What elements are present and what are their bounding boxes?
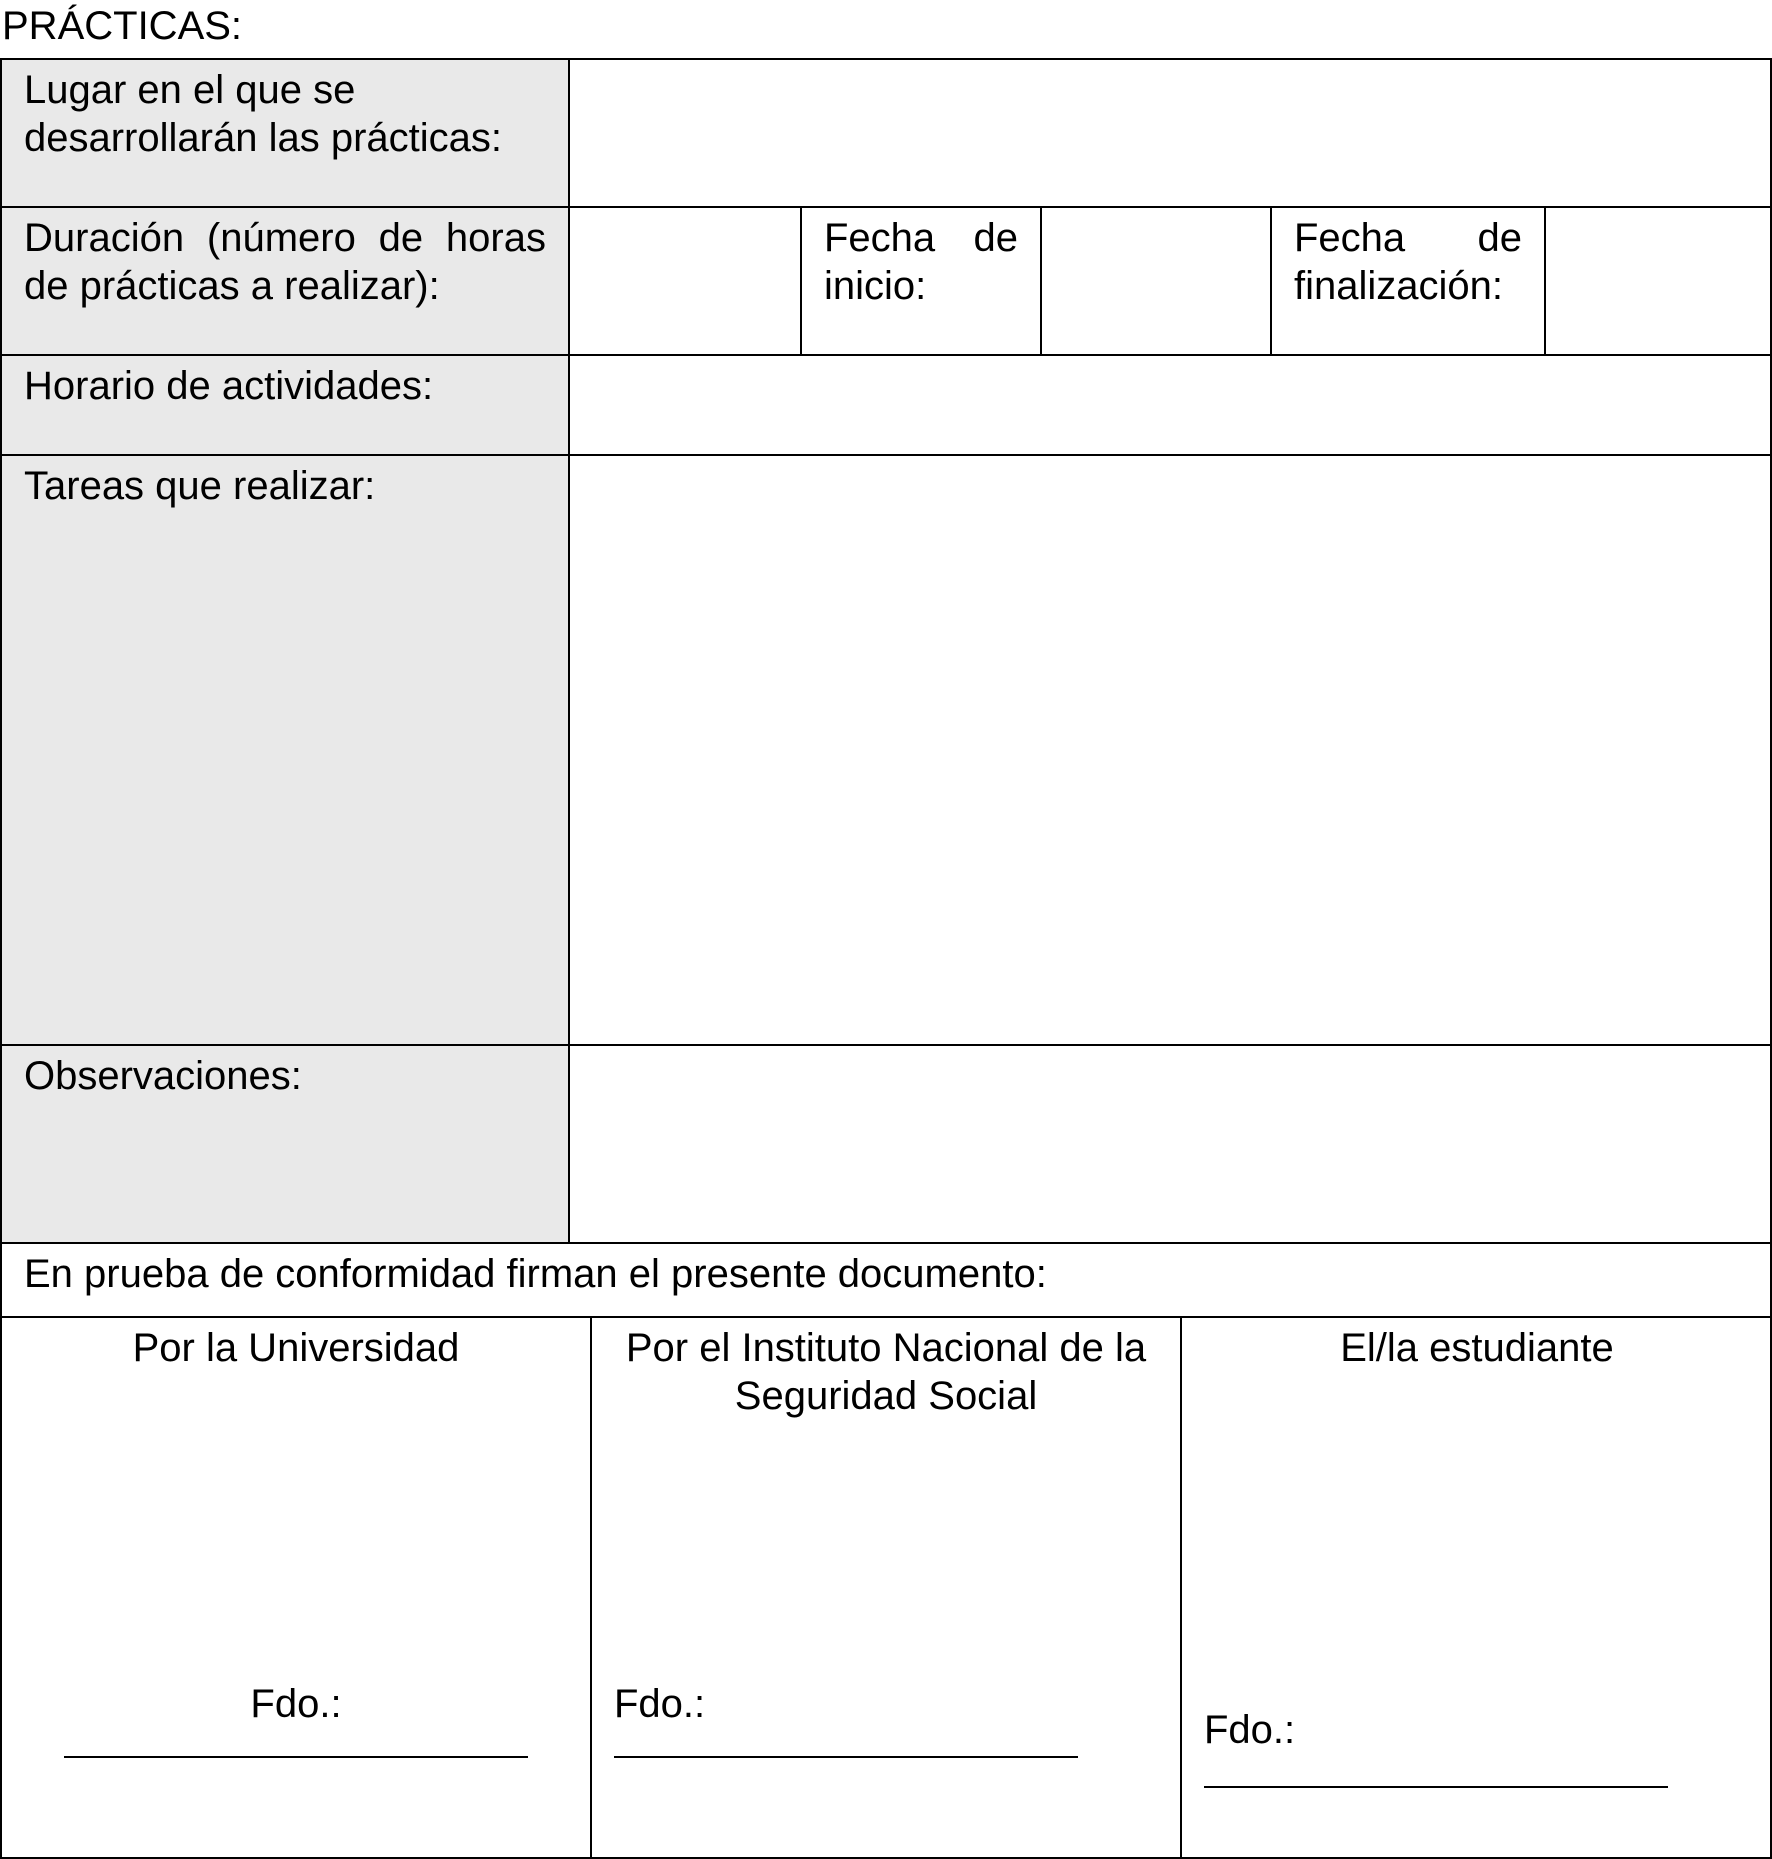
duracion-label-line1: Duración (número de horas [24,216,546,260]
grid-line-v-dur3 [1270,206,1272,356]
fecha-fin-label-line1: Fecha de [1294,216,1522,260]
grid-line-v-label [568,60,570,1244]
horario-label: Horario de actividades: [24,364,434,408]
lugar-label-line1: Lugar en el que se [24,68,356,112]
lugar-label-cell [2,60,568,206]
duracion-label [24,214,546,310]
conformidad-text: En prueba de conformidad firman el presente documento: [24,1252,1047,1296]
fecha-inicio-label-line1: Fecha de [824,216,1018,260]
firma-estudiante-fdo: Fdo.: [1204,1708,1296,1752]
lugar-input-cell[interactable] [570,60,1772,206]
fecha-fin-label-cell [1272,208,1544,354]
practicas-form [0,58,1772,1859]
fecha-fin-label [1294,214,1522,310]
firma-instituto-fdo: Fdo.: [614,1682,706,1726]
tareas-label: Tareas que realizar: [24,464,376,508]
observaciones-input-cell[interactable] [570,1046,1772,1242]
fecha-inicio-label-line2: inicio: [824,264,927,308]
grid-line-v-sign1 [590,1316,592,1857]
conformidad-cell [2,1244,1772,1316]
grid-line-h3 [2,454,1772,456]
grid-line-v-dur4 [1544,206,1546,356]
firma-instituto-cell [592,1318,1180,1857]
grid-line-v-dur1 [800,206,802,356]
grid-line-h6 [2,1316,1772,1318]
fecha-inicio-input-cell[interactable] [1042,208,1270,354]
grid-line-h5 [2,1242,1772,1244]
firma-estudiante-cell [1182,1318,1772,1857]
fecha-fin-input-cell[interactable] [1546,208,1772,354]
observaciones-label-cell [2,1046,568,1242]
grid-line-h2 [2,354,1772,356]
fecha-inicio-label [824,214,1018,310]
grid-line-v-dur2 [1040,206,1042,356]
observaciones-label: Observaciones: [24,1054,302,1098]
firma-estudiante-signature-line[interactable] [1204,1786,1668,1788]
firma-universidad-cell [2,1318,590,1857]
firma-instituto-heading [608,1324,1164,1420]
lugar-label-line2: desarrollarán las prácticas: [24,116,502,160]
tareas-label-cell [2,456,568,1044]
firma-instituto-heading-line1: Por el Instituto Nacional de la [625,1326,1147,1370]
horario-label-cell [2,356,568,454]
firma-universidad-heading: Por la Universidad [132,1326,460,1370]
firma-universidad-fdo: Fdo.: [250,1682,342,1726]
firma-instituto-signature-line[interactable] [614,1756,1078,1758]
duracion-input-cell[interactable] [570,208,800,354]
lugar-label [24,66,546,162]
tareas-input-cell[interactable] [570,456,1772,1044]
fecha-inicio-label-cell [802,208,1040,354]
page-title: PRÁCTICAS: [2,4,243,48]
grid-line-v-sign2 [1180,1316,1182,1857]
duracion-label-cell [2,208,568,354]
horario-input-cell[interactable] [570,356,1772,454]
firma-universidad-signature-line[interactable] [64,1756,528,1758]
duracion-label-line2: de prácticas a realizar): [24,264,440,308]
firma-instituto-heading-line2: Seguridad Social [734,1374,1038,1418]
grid-line-h4 [2,1044,1772,1046]
fecha-fin-label-line2: finalización: [1294,264,1504,308]
firma-estudiante-heading: El/la estudiante [1340,1326,1614,1370]
grid-line-h1 [2,206,1772,208]
